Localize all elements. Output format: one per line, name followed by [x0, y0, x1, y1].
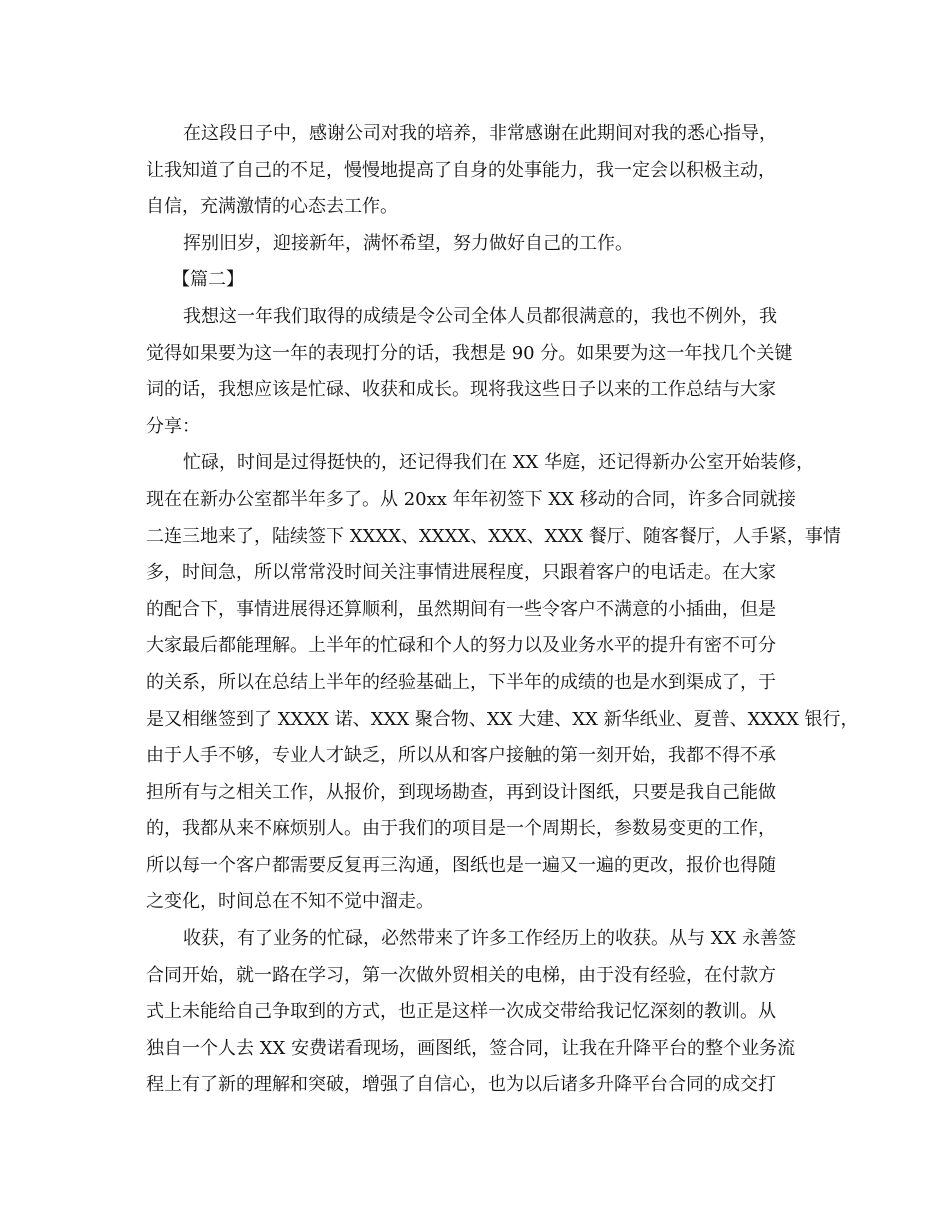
paragraph-line: 挥别旧岁，迎接新年，满怀希望，努力做好自己的工作。 [183, 232, 633, 254]
paragraph-line: 二连三地来了，陆续签下 XXXX、XXXX、XXX、XXX 餐厅、随客餐厅，人手紧，事情 [146, 525, 841, 547]
paragraph-line: 忙碌，时间是过得挺快的，还记得我们在 XX 华庭，还记得新办公室开始装修， [183, 452, 815, 474]
paragraph-line: 程上有了新的理解和突破，增强了自信心，也为以后诸多升降平台合同的成交打 [146, 1074, 776, 1096]
paragraph-line: 词的话，我想应该是忙碌、收获和成长。现将我这些日子以来的工作总结与大家 [146, 379, 776, 401]
paragraph-line: 觉得如果要为这一年的表现打分的话，我想是 90 分。如果要为这一年找几个关键 [146, 342, 793, 364]
paragraph-line: 在这段日子中，感谢公司对我的培养，非常感谢在此期间对我的悉心指导， [183, 123, 777, 144]
paragraph-line: 让我知道了自己的不足，慢慢地提高了自身的处事能力，我一定会以积极主动， [146, 159, 776, 181]
paragraph-line: 自信，充满激情的心态去工作。 [146, 196, 398, 218]
paragraph-line: 之变化，时间总在不知不觉中溜走。 [146, 891, 434, 913]
paragraph-line: 我想这一年我们取得的成绩是令公司全体人员都很满意的，我也不例外，我 [183, 305, 777, 327]
paragraph-line: 的，我都从来不麻烦别人。由于我们的项目是一个周期长，参数易变更的工作， [146, 818, 776, 840]
paragraph-line: 式上未能给自己争取到的方式，也正是这样一次成交带给我记忆深刻的教训。从 [146, 1001, 776, 1023]
paragraph-line: 合同开始，就一路在学习，第一次做外贸相关的电梯，由于没有经验，在付款方 [146, 964, 776, 986]
paragraph-line: 多，时间急，所以常常没时间关注事情进展程度，只跟着客户的电话走。在大家 [146, 562, 776, 584]
paragraph-line: 分享： [146, 415, 200, 437]
paragraph-line: 所以每一个客户都需要反复再三沟通，图纸也是一遍又一遍的更改，报价也得随 [146, 854, 776, 876]
paragraph-line: 的配合下，事情进展得还算顺利，虽然期间有一些令客户不满意的小插曲，但是 [146, 598, 776, 620]
paragraph-line: 担所有与之相关工作，从报价，到现场勘查，再到设计图纸，只要是我自己能做 [146, 781, 776, 803]
paragraph-line: 大家最后都能理解。上半年的忙碌和个人的努力以及业务水平的提升有密不可分 [146, 635, 776, 657]
paragraph-line: 由于人手不够，专业人才缺乏，所以从和客户接触的第一刻开始，我都不得不承 [146, 745, 776, 767]
paragraph-line: 收获，有了业务的忙碌，必然带来了许多工作经历上的收获。从与 XX 永善签 [183, 928, 797, 950]
paragraph-line: 现在在新办公室都半年多了。从 20xx 年年初签下 XX 移动的合同，许多合同就接 [146, 488, 796, 510]
paragraph-line: 的关系，所以在总结上半年的经验基础上，下半年的成绩的也是水到渠成了，于 [146, 671, 776, 693]
section-heading: 【篇二】 [172, 269, 244, 291]
paragraph-line: 独自一个人去 XX 安费诺看现场，画图纸，签合同，让我在升降平台的整个业务流 [146, 1037, 796, 1059]
paragraph-line: 是又相继签到了 XXXX 诺、XXX 聚合物、XX 大建、XX 新华纸业、夏普、XXXX 银行， [146, 708, 859, 730]
document-body [146, 116, 859, 1104]
